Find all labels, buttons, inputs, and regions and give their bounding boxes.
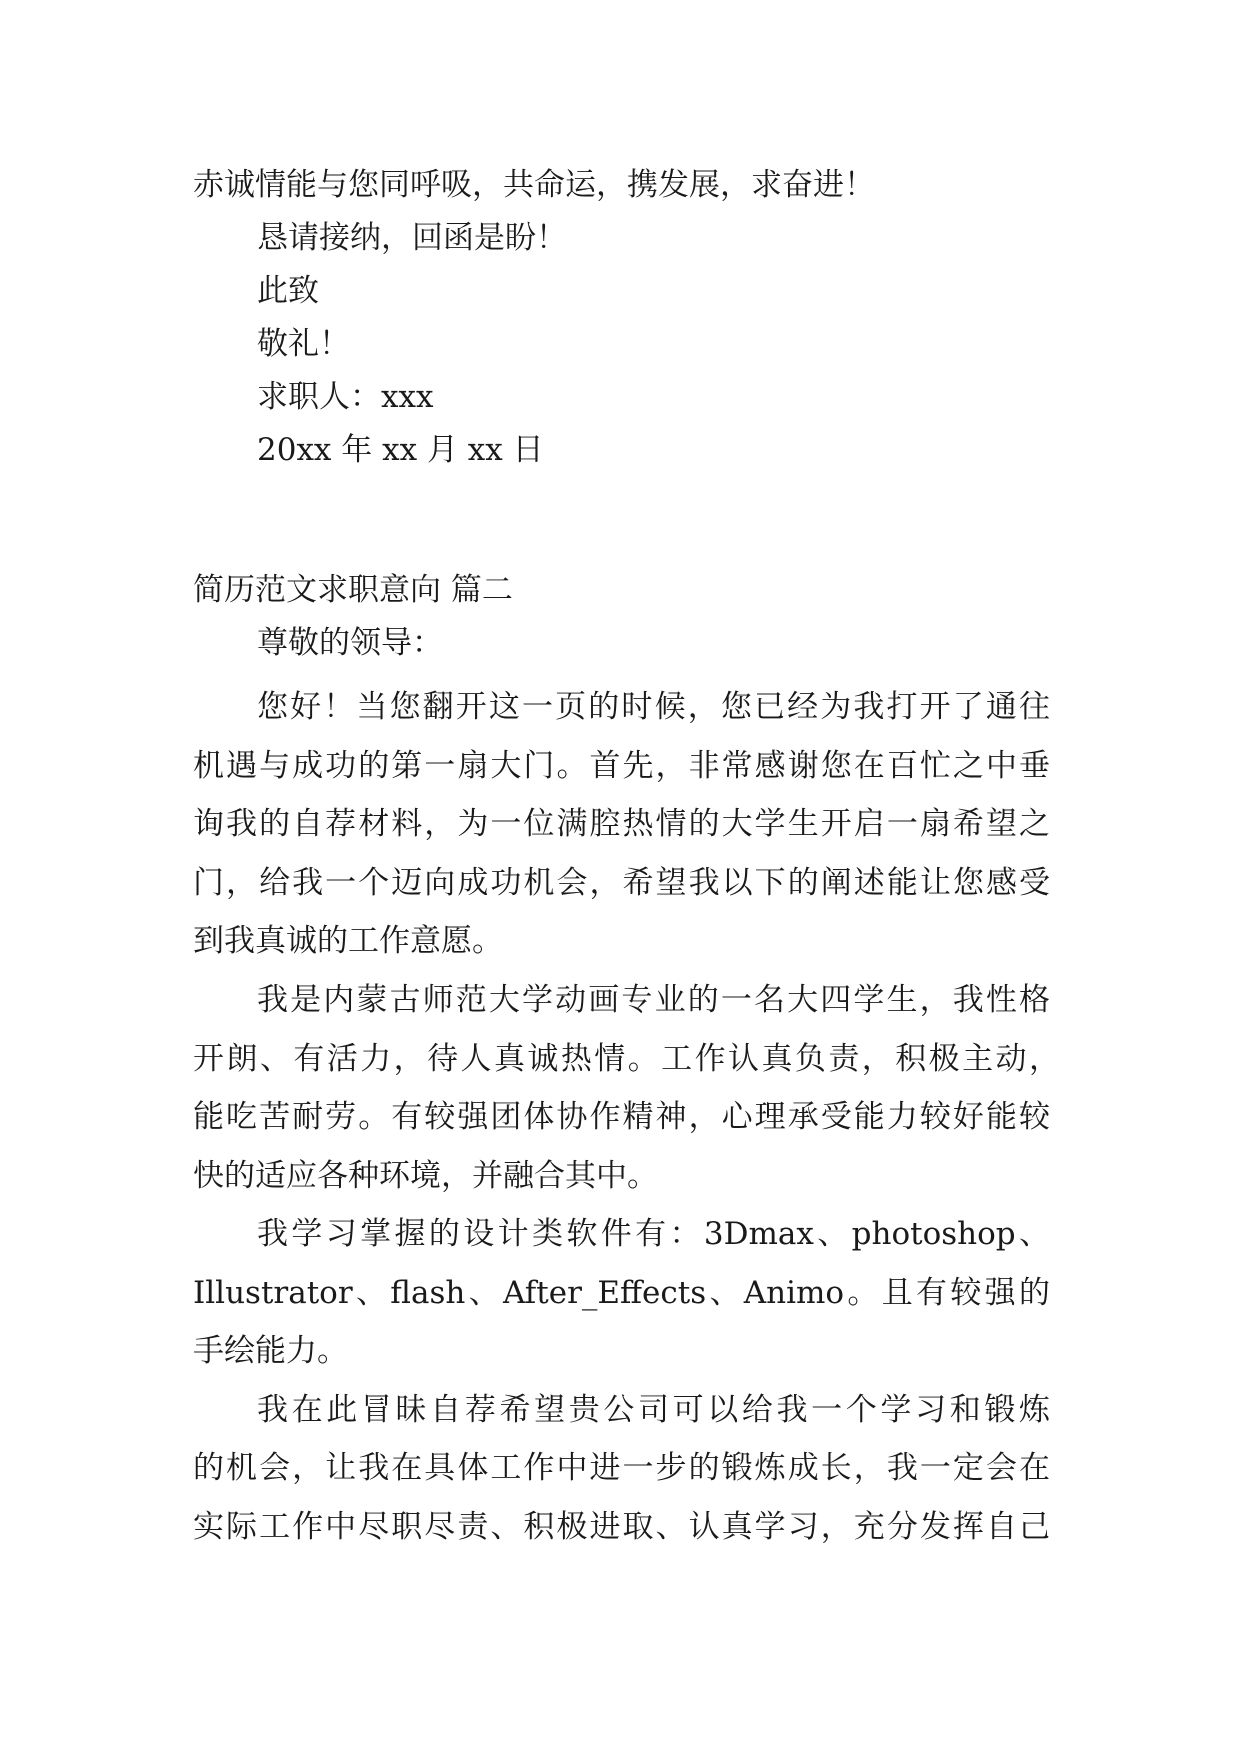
paragraph-1-line-5: 到我真诚的工作意愿。	[193, 923, 503, 959]
paragraph-3-line-1: 我学习掌握的设计类软件有：3Dmax、photoshop、	[257, 1216, 1050, 1252]
paragraph-3-line-2: Illustrator、flash、After_Effects、Animo。且有较强的	[193, 1275, 1050, 1311]
closing-line-4: 敬礼！	[257, 326, 350, 362]
paragraph-3-line-3: 手绘能力。	[193, 1333, 348, 1369]
salutation: 尊敬的领导：	[257, 625, 443, 661]
paragraph-2-line-2: 开朗、有活力，待人真诚热情。工作认真负责，积极主动，	[193, 1041, 1060, 1077]
paragraph-2-line-4: 快的适应各种环境，并融合其中。	[193, 1158, 658, 1194]
closing-line-3: 此致	[257, 273, 319, 309]
letter-date: 20xx 年 xx 月 xx 日	[257, 432, 544, 468]
closing-line-2: 恳请接纳，回函是盼！	[257, 220, 567, 256]
closing-line-1: 赤诚情能与您同呼吸，共命运，携发展，求奋进！	[193, 167, 875, 203]
paragraph-1-line-4: 门，给我一个迈向成功机会，希望我以下的阐述能让您感受	[193, 865, 1050, 901]
paragraph-2-line-3: 能吃苦耐劳。有较强团体协作精神，心理承受能力较好能较	[193, 1099, 1050, 1135]
section-title: 简历范文求职意向 篇二	[193, 572, 513, 608]
paragraph-4-line-1: 我在此冒昧自荐希望贵公司可以给我一个学习和锻炼	[257, 1392, 1050, 1428]
paragraph-2-line-1: 我是内蒙古师范大学动画专业的一名大四学生，我性格	[257, 982, 1050, 1018]
paragraph-1-line-3: 询我的自荐材料，为一位满腔热情的大学生开启一扇希望之	[193, 806, 1050, 842]
paragraph-4-line-2: 的机会，让我在具体工作中进一步的锻炼成长，我一定会在	[193, 1450, 1050, 1486]
applicant-signature: 求职人：xxx	[257, 379, 434, 415]
paragraph-1-line-1: 您好！当您翻开这一页的时候，您已经为我打开了通往	[257, 689, 1050, 725]
paragraph-4-line-3: 实际工作中尽职尽责、积极进取、认真学习，充分发挥自己	[193, 1509, 1050, 1545]
paragraph-1-line-2: 机遇与成功的第一扇大门。首先，非常感谢您在百忙之中垂	[193, 748, 1050, 784]
